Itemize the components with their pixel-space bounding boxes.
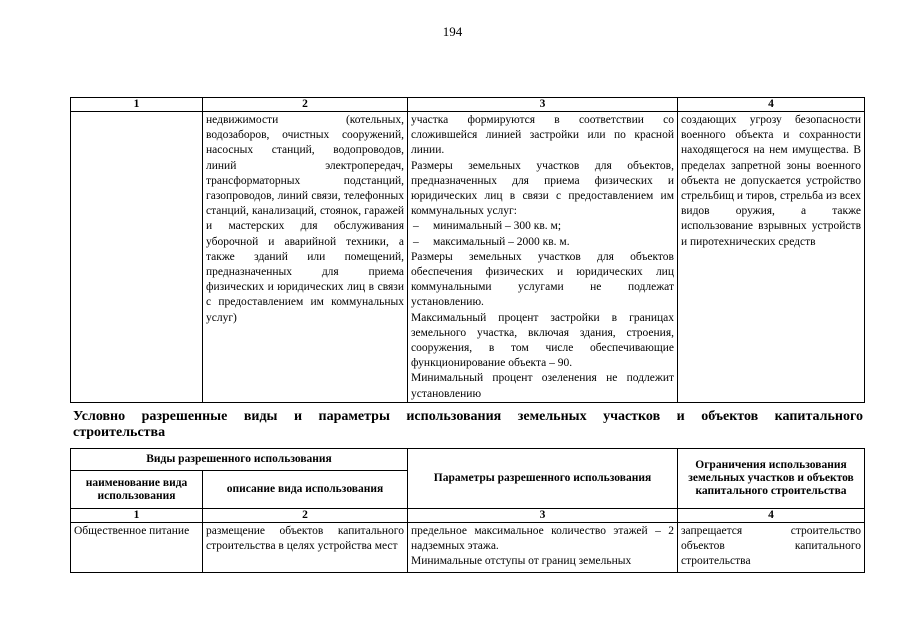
restrictions-text: запрещается строительство объектов капитального строительства: [681, 525, 861, 567]
use-name-text: Общественное питание: [74, 525, 190, 537]
page-number: 194: [442, 24, 463, 39]
parameters-paragraph: предельное максимальное количество этажей – 2 надземных этажа.: [411, 525, 674, 552]
use-description-text: размещение объектов капитального строительства в целях устройства мест: [206, 525, 404, 552]
header-use-description: описание вида использования: [203, 471, 408, 509]
empty-cell: [71, 112, 203, 403]
section-heading-line: строительства: [73, 425, 166, 440]
column-number-row: [71, 98, 865, 112]
column-number-1: 1: [71, 509, 203, 523]
header-use-types: Виды разрешенного использования: [71, 449, 408, 471]
column-number-2: 2: [203, 98, 408, 112]
conditional-uses-table: [70, 448, 865, 573]
section-heading: [73, 409, 863, 441]
header-restrictions: Ограничения использования земельных участков и объектов капитального строительства: [678, 449, 865, 509]
use-description-text: недвижимости (котельных, водозаборов, очистных сооружений, насосных станций, водопроводов, линий электропередач, трансформаторных подстанций, газопроводов, линий связи, телефонных станций, канализаций, стоянок, гаражей и мастерских для обслуживания уборочной и аварийной техники, а также зданий или помещений, предназначенных для приема физических и юридических лиц в связи с предоставлением им коммунальных услуг): [206, 114, 404, 324]
restrictions-cell: [678, 523, 865, 573]
list-item-text: максимальный – 2000 кв. м.: [433, 235, 570, 248]
table-row: [71, 523, 865, 573]
list-item: [411, 235, 674, 250]
use-description-cell: [203, 523, 408, 573]
column-number-row: [71, 509, 865, 523]
header-use-name: наименование вида использования: [71, 471, 203, 509]
parameters-cell: [408, 523, 678, 573]
parameters-paragraph: участка формируются в соответствии со сложившейся линией застройки или по красной линии.: [411, 114, 674, 157]
column-number-4: 4: [678, 509, 865, 523]
table-header-row: [71, 449, 865, 471]
regulations-table-continued: [70, 97, 865, 403]
column-number-4: 4: [678, 98, 865, 112]
restrictions-cell: [678, 112, 865, 403]
table-row: [71, 112, 865, 403]
parameters-paragraph: Минимальный процент озеленения не подлежит установлению: [411, 372, 674, 400]
header-parameters: Параметры разрешенного использования: [408, 449, 678, 509]
parameters-paragraph: Размеры земельных участков для объектов обеспечения физических и юридических лиц коммунальными услугами не подлежат установлению.: [411, 250, 674, 309]
parameters-cell: [408, 112, 678, 403]
parameters-paragraph: Минимальные отступы от границ земельных: [411, 555, 632, 567]
use-name-cell: [71, 523, 203, 573]
parameters-paragraph: Размеры земельных участков для объектов, предназначенных для приема физических и юридических лиц в связи с предоставлением им коммунальных услуг:: [411, 159, 674, 218]
parameters-paragraph: Максимальный процент застройки в границах земельного участка, включая здания, строения, сооружения, в том числе обеспечивающие функционирование объекта – 90.: [411, 311, 674, 370]
restrictions-text: создающих угрозу безопасности военного объекта и сохранности находящегося на нем имущества. В пределах запретной зоны военного объекта не допускается устройство стрельбищ и тиров, стрельба из всех видов оружия, а также использование взрывных устройств и пиротехнических средств: [681, 114, 861, 248]
column-number-3: 3: [408, 98, 678, 112]
section-heading-line: Условно разрешенные виды и параметры использования земельных участков и объектов капитального: [73, 409, 863, 424]
column-number-3: 3: [408, 509, 678, 523]
use-description-cell: [203, 112, 408, 403]
column-number-2: 2: [203, 509, 408, 523]
dash-bullet: –: [413, 235, 419, 248]
column-number-1: 1: [71, 98, 203, 112]
dash-bullet: –: [413, 220, 419, 233]
list-item: [411, 219, 674, 234]
list-item-text: минимальный – 300 кв. м;: [433, 220, 562, 233]
